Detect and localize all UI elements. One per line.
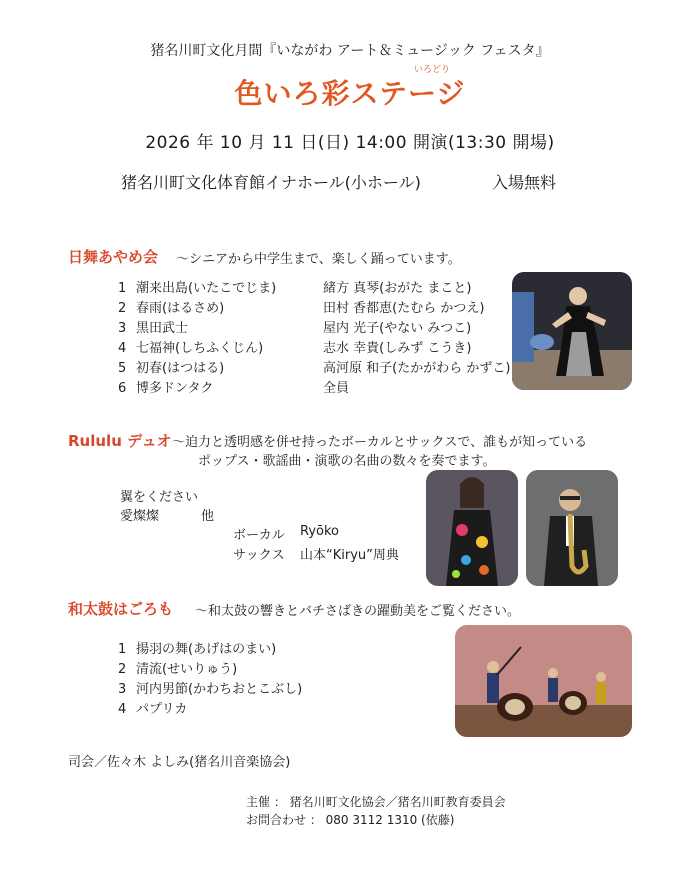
list-item: 1 潮来出島(いたこでじま) bbox=[118, 281, 277, 296]
member-role: サックス bbox=[233, 548, 285, 563]
songs-etc: 他 bbox=[201, 509, 215, 524]
performer-name: 志水 幸貴(しみず こうき) bbox=[323, 341, 472, 356]
list-item: 4 七福神(しちふくじん) bbox=[118, 341, 264, 356]
section-title-taiko: 和太鼓はごろも bbox=[68, 600, 174, 618]
performer-name: 屋内 光子(やない みつこ) bbox=[323, 321, 472, 336]
performer-name: 全員 bbox=[323, 381, 350, 396]
section-desc-nichibu: ～シニアから中学生まで、楽しく踊っています。 bbox=[176, 252, 461, 267]
section-desc-rululu: ～迫力と透明感を併せ持ったボーカルとサックスで、誰もが知っている bbox=[172, 435, 588, 450]
vocalist-photo bbox=[426, 470, 518, 586]
member-name: Ryōko bbox=[300, 524, 339, 539]
event-datetime: 2026 年 10 月 11 日(日) 14:00 開演(13:30 開場) bbox=[145, 133, 555, 153]
section-title-nichibu: 日舞あやめ会 bbox=[68, 248, 159, 266]
saxophonist-photo-illustration bbox=[526, 470, 618, 586]
member-role: ボーカル bbox=[233, 528, 285, 543]
list-item: 6 博多ドンタク bbox=[118, 381, 214, 396]
contact-info: お問合わせ ： 080 3112 1310 (依藤) bbox=[246, 813, 455, 827]
vocalist-photo-illustration bbox=[426, 470, 518, 586]
list-item: 3 黒田武士 bbox=[118, 321, 189, 336]
list-item: 2 清流(せいりゅう) bbox=[118, 662, 238, 677]
event-series-title: 猪名川町文化月間『いながわ アート＆ミュージック フェスタ』 bbox=[150, 43, 550, 59]
list-item: 5 初春(はつはる) bbox=[118, 361, 225, 376]
list-item: 3 河内男節(かわちおとこぶし) bbox=[118, 682, 303, 697]
admission-fee: 入場無料 bbox=[492, 173, 557, 192]
performer-name: 田村 香都恵(たむら かつえ) bbox=[323, 301, 485, 316]
title-ruby: いろどり bbox=[414, 65, 451, 75]
song-title: 翼をください bbox=[120, 490, 199, 505]
taiko-photo-illustration bbox=[455, 625, 632, 737]
mc-credit: 司会／佐々木 よしみ(猪名川音楽協会) bbox=[68, 755, 291, 770]
saxophonist-photo bbox=[526, 470, 618, 586]
page-title: 色いろ彩ステージ bbox=[234, 77, 466, 110]
section-desc-taiko: ～和太鼓の響きとバチさばきの躍動美をご覧ください。 bbox=[195, 604, 521, 619]
performer-name: 緒方 真琴(おがた まこと) bbox=[323, 281, 472, 296]
section-desc-rululu-2: ポップス・歌謡曲・演歌の名曲の数々を奏でます。 bbox=[198, 454, 496, 469]
organizer-credit: 主催 ： 猪名川町文化協会／猪名川町教育委員会 bbox=[246, 795, 506, 809]
section-title-rululu: Rululu デュオ bbox=[68, 432, 172, 450]
list-item: 1 揚羽の舞(あげはのまい) bbox=[118, 642, 277, 657]
dancer-photo-illustration bbox=[512, 272, 632, 390]
member-name: 山本“Kiryu”周典 bbox=[300, 548, 399, 563]
dancer-photo bbox=[512, 272, 632, 390]
list-item: 2 春雨(はるさめ) bbox=[118, 301, 225, 316]
event-venue: 猪名川町文化体育館イナホール(小ホール) bbox=[121, 173, 421, 192]
performer-name: 高河原 和子(たかがわら かずこ) bbox=[323, 361, 511, 376]
list-item: 4 パプリカ bbox=[118, 702, 188, 717]
song-title: 愛燦燦 bbox=[120, 509, 160, 524]
taiko-photo bbox=[455, 625, 632, 737]
